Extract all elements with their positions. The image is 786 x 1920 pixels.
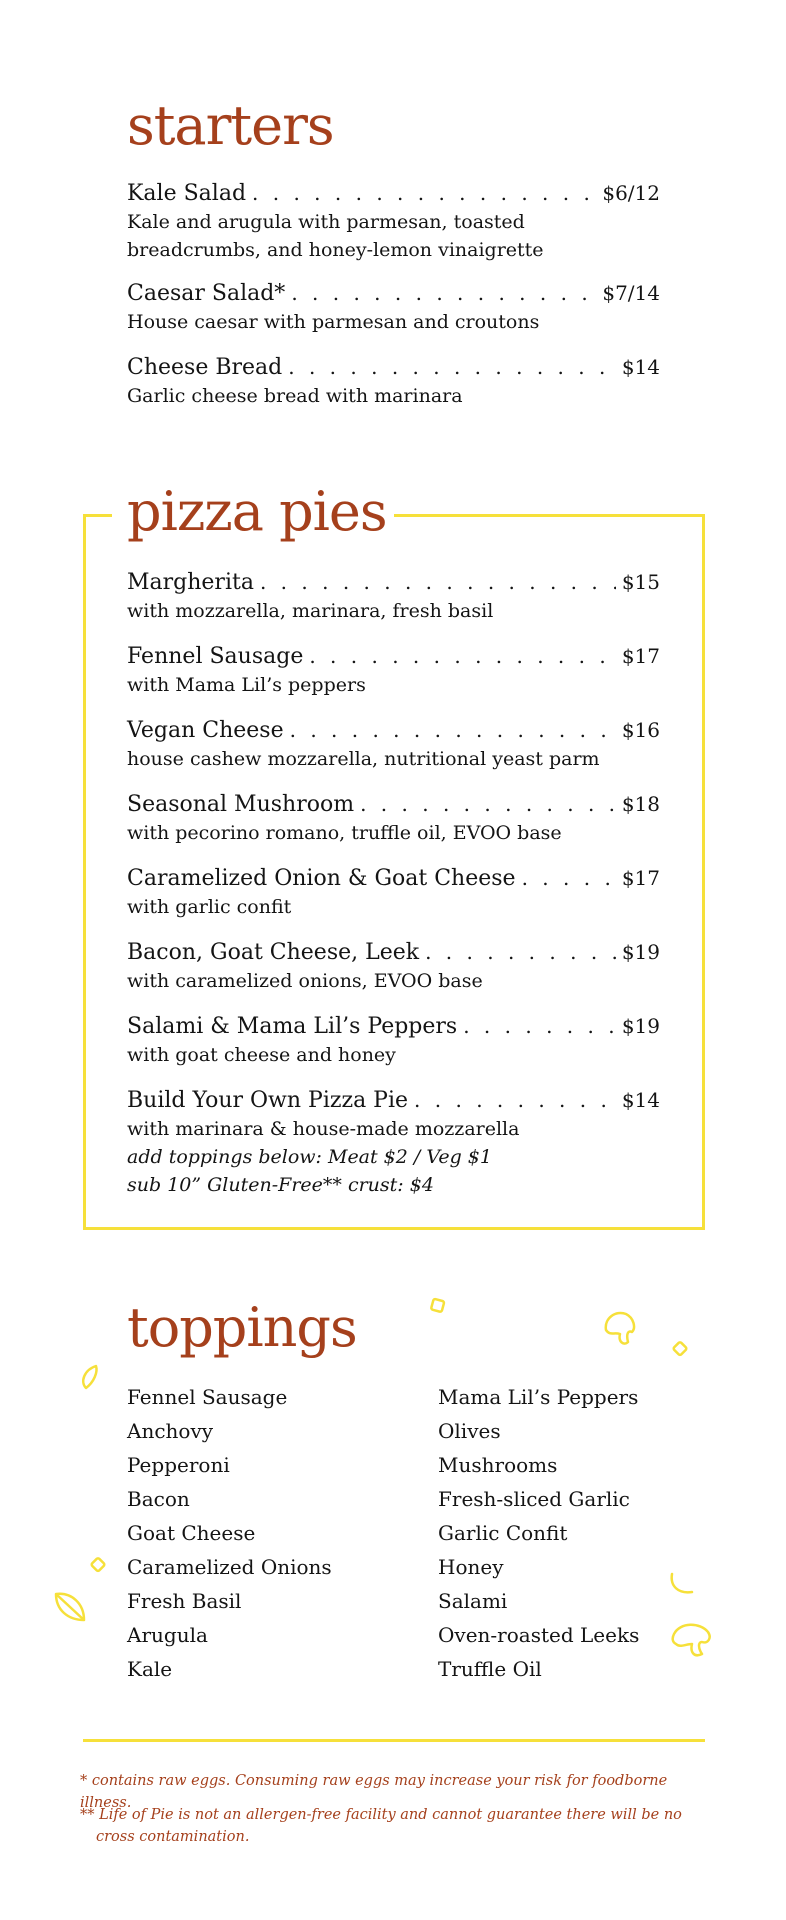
basil-leaf-icon (50, 1588, 90, 1628)
item-price: $17 (621, 644, 660, 668)
item-name: Build Your Own Pizza Pie (127, 1088, 409, 1113)
toppings-right-column (438, 1380, 639, 1686)
item-desc: with pecorino romano, truffle oil, EVOO base (127, 822, 562, 844)
leader-dots (291, 278, 596, 308)
item-price: $15 (621, 570, 660, 594)
lemon-slice-icon (78, 1362, 106, 1392)
item-name: Fennel Sausage (127, 644, 304, 669)
leader-dots (522, 863, 616, 893)
menu-item (127, 641, 660, 699)
item-desc: with caramelized onions, EVOO base (127, 970, 483, 992)
menu-item (127, 1011, 660, 1069)
mushroom-icon (668, 1620, 714, 1660)
topping-item: Pepperoni (127, 1453, 230, 1477)
item-desc: house cashew mozzarella, nutritional yeast parm (127, 748, 600, 770)
leader-dots (463, 1011, 616, 1041)
leader-dots (309, 641, 615, 671)
item-desc: with Mama Lil’s peppers (127, 674, 366, 696)
item-name: Salami & Mama Lil’s Peppers (127, 1014, 458, 1039)
item-desc: with mozzarella, marinara, fresh basil (127, 600, 494, 622)
topping-item: Mama Lil’s Peppers (438, 1385, 639, 1409)
menu-item (127, 863, 660, 921)
item-price: $7/14 (602, 281, 660, 305)
leader-dots (425, 937, 616, 967)
divider-rule (83, 1739, 705, 1742)
item-name: Cheese Bread (127, 355, 283, 380)
leader-dots (414, 1085, 616, 1115)
topping-item: Fennel Sausage (127, 1385, 288, 1409)
item-desc: Kale and arugula with parmesan, toasted (127, 211, 525, 233)
item-name: Caesar Salad* (127, 281, 286, 306)
allergen-footnote-line: ** Life of Pie is not an allergen-free facility and cannot guarantee there will be no (80, 1807, 682, 1823)
item-name: Vegan Cheese (127, 718, 284, 743)
topping-item: Truffle Oil (438, 1657, 542, 1681)
item-name: Margherita (127, 570, 254, 595)
menu-item (127, 567, 660, 625)
toppings-title: toppings (127, 1296, 357, 1359)
leader-dots (290, 715, 616, 745)
menu-item (127, 1085, 660, 1199)
leader-dots (360, 789, 616, 819)
topping-item: Anchovy (127, 1419, 214, 1443)
menu-item (127, 352, 660, 410)
topping-item: Oven-roasted Leeks (438, 1623, 640, 1647)
pepper-icon (666, 1570, 696, 1600)
allergen-footnote-line: cross contamination. (96, 1829, 250, 1845)
menu-item (127, 937, 660, 995)
topping-item: Kale (127, 1657, 173, 1681)
topping-item: Honey (438, 1555, 504, 1579)
item-name: Bacon, Goat Cheese, Leek (127, 940, 420, 965)
topping-item: Arugula (127, 1623, 208, 1647)
item-desc: Garlic cheese bread with marinara (127, 385, 463, 407)
leader-dots (252, 178, 596, 208)
item-price: $14 (621, 1088, 660, 1112)
menu-item (127, 715, 660, 773)
item-price: $6/12 (602, 181, 660, 205)
item-desc: with garlic confit (127, 896, 292, 918)
leader-dots (288, 352, 616, 382)
item-name: Kale Salad (127, 181, 247, 206)
item-name: Seasonal Mushroom (127, 792, 355, 817)
item-name: Caramelized Onion & Goat Cheese (127, 866, 516, 891)
item-desc: breadcrumbs, and honey-lemon vinaigrette (127, 239, 544, 261)
topping-item: Fresh-sliced Garlic (438, 1487, 630, 1511)
topping-item: Bacon (127, 1487, 190, 1511)
item-desc: with marinara & house-made mozzarella (127, 1118, 520, 1140)
starters-title: starters (127, 94, 334, 157)
topping-item: Mushrooms (438, 1453, 558, 1477)
item-desc: House caesar with parmesan and croutons (127, 311, 540, 333)
pizza-title: pizza pies (127, 480, 387, 543)
topping-item: Caramelized Onions (127, 1555, 332, 1579)
allergen-footnote (80, 1804, 720, 1848)
garlic-clove-icon (670, 1340, 690, 1360)
item-note: add toppings below: Meat $2 / Veg $1 (127, 1146, 492, 1168)
item-price: $18 (621, 792, 660, 816)
topping-item: Garlic Confit (438, 1521, 568, 1545)
garlic-clove-icon (88, 1556, 108, 1576)
topping-item: Salami (438, 1589, 508, 1613)
toppings-left-column (127, 1380, 332, 1686)
item-price: $16 (621, 718, 660, 742)
menu-item (127, 178, 660, 264)
menu-item (127, 278, 660, 336)
item-price: $19 (621, 1014, 660, 1038)
item-price: $19 (621, 940, 660, 964)
menu-item (127, 789, 660, 847)
raw-eggs-footnote: * contains raw eggs. Consuming raw eggs may increase your risk for foodborne illness. (80, 1773, 668, 1811)
leader-dots (260, 567, 616, 597)
topping-item: Goat Cheese (127, 1521, 256, 1545)
garlic-clove-icon (428, 1296, 448, 1316)
item-price: $17 (621, 866, 660, 890)
item-desc: with goat cheese and honey (127, 1044, 396, 1066)
topping-item: Olives (438, 1419, 501, 1443)
item-price: $14 (621, 355, 660, 379)
item-note: sub 10” Gluten-Free** crust: $4 (127, 1174, 434, 1196)
topping-item: Fresh Basil (127, 1589, 242, 1613)
mushroom-icon (600, 1308, 640, 1350)
